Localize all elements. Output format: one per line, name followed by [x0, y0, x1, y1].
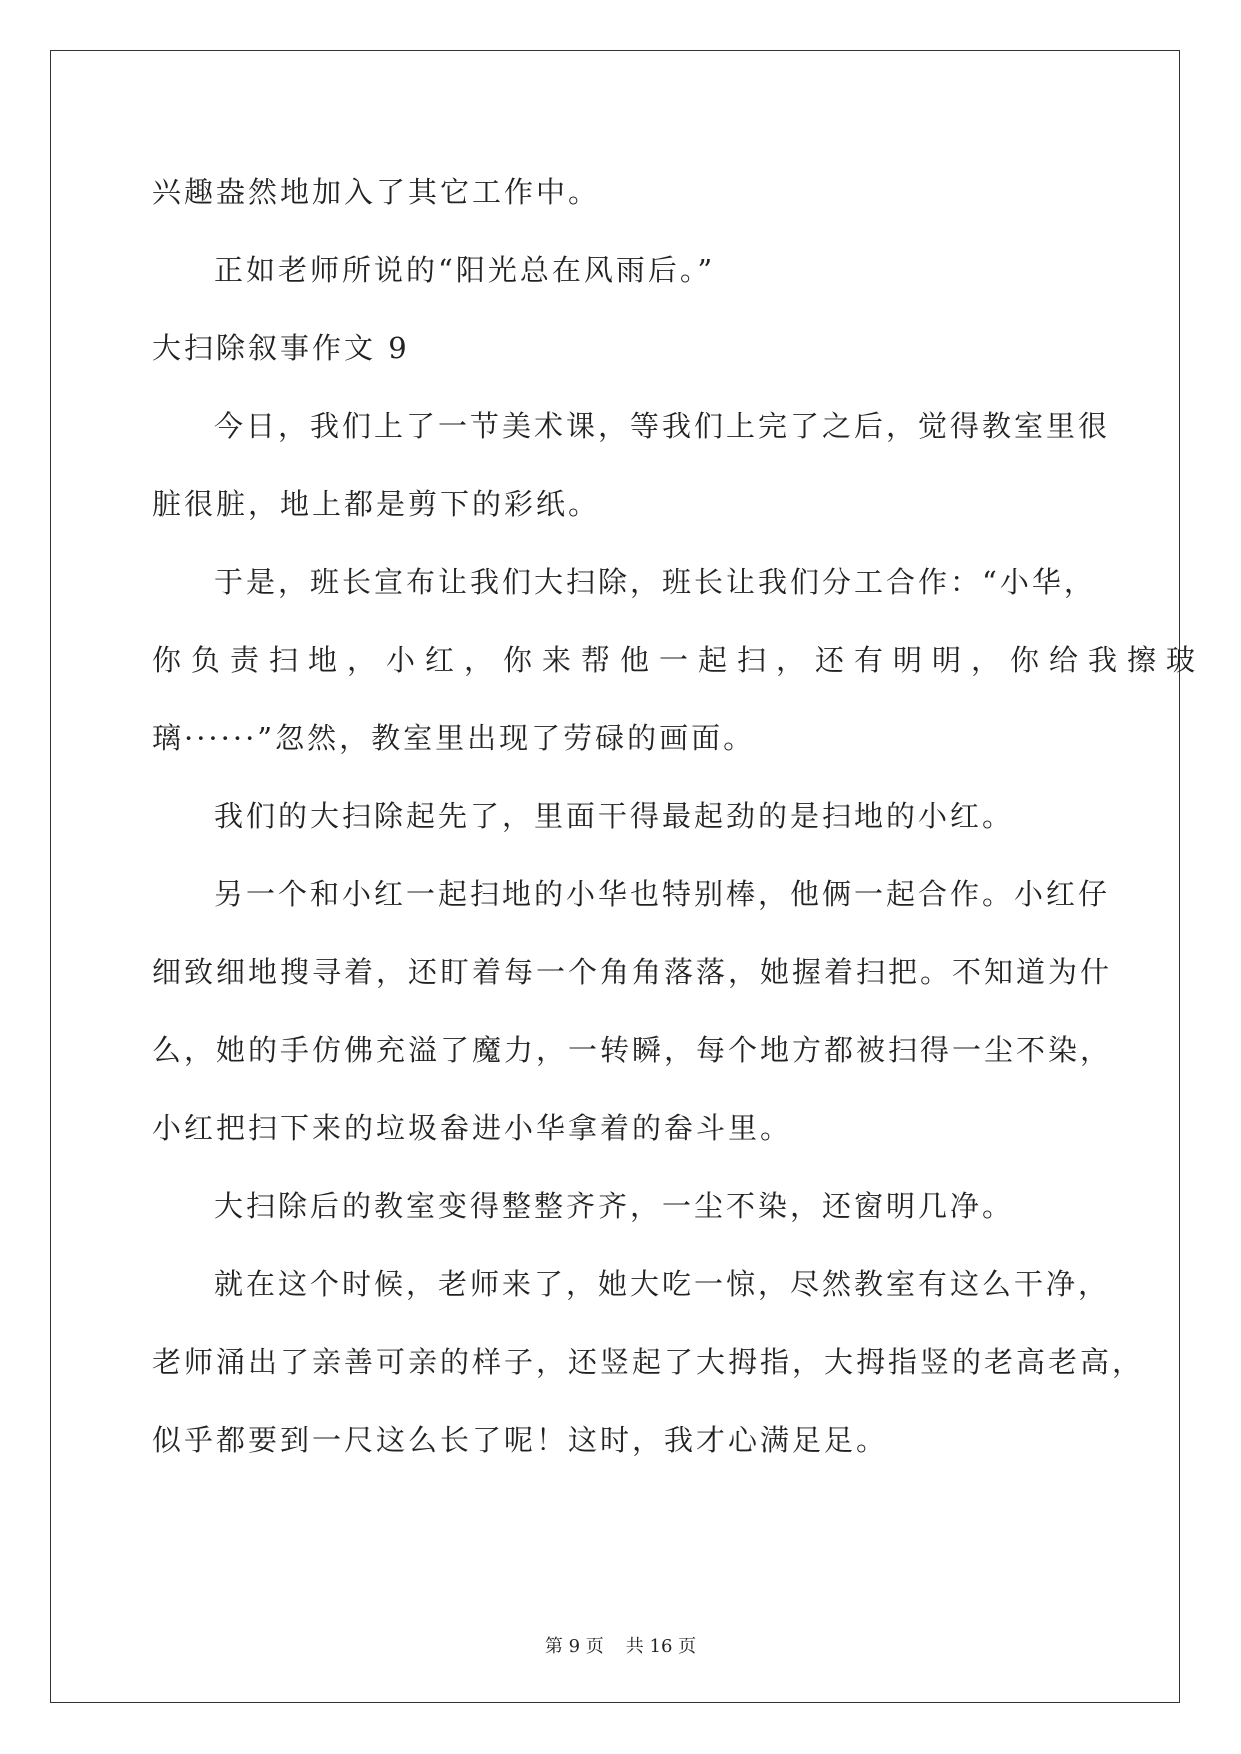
paragraph-line: 于是，班长宣布让我们大扫除，班长让我们分工合作：“小华， [214, 565, 1096, 599]
paragraph-line: 今日，我们上了一节美术课，等我们上完了之后，觉得教室里很 [214, 409, 1111, 443]
page-footer [0, 1635, 1241, 1659]
paragraph-line: 脏很脏，地上都是剪下的彩纸。 [152, 487, 601, 521]
paragraph-line: 么，她的手仿佛充溢了魔力，一转瞬，每个地方都被扫得一尘不染， [152, 1033, 1113, 1067]
paragraph-line: 小红把扫下来的垃圾畚进小华拿着的畚斗里。 [152, 1111, 793, 1145]
paragraph-line: 兴趣盎然地加入了其它工作中。 [152, 175, 601, 209]
page-number-current: 第 9 页 [544, 1636, 604, 1657]
section-heading: 大扫除叙事作文 9 [152, 331, 410, 365]
paragraph-line: 细致细地搜寻着，还盯着每一个角角落落，她握着扫把。不知道为什 [152, 955, 1113, 989]
paragraph-line: 就在这个时候，老师来了，她大吃一惊，尽然教室有这么干净， [214, 1267, 1111, 1301]
page-number-total: 共 16 页 [625, 1636, 697, 1657]
paragraph-line: 你负责扫地，小红，你来帮他一起扫，还有明明，你给我擦玻 [152, 643, 1206, 677]
paragraph-line: 老师涌出了亲善可亲的样子，还竖起了大拇指，大拇指竖的老高老高， [152, 1345, 1145, 1379]
paragraph-line: 另一个和小红一起扫地的小华也特别棒，他俩一起合作。小红仔 [214, 877, 1111, 911]
paragraph-line: 璃······”忽然，教室里出现了劳碌的画面。 [152, 721, 756, 755]
paragraph-line: 大扫除后的教室变得整整齐齐，一尘不染，还窗明几净。 [214, 1189, 1015, 1223]
paragraph-line: 正如老师所说的“阳光总在风雨后。” [214, 253, 716, 287]
paragraph-line: 似乎都要到一尺这么长了呢！这时，我才心满足足。 [152, 1423, 889, 1457]
paragraph-line: 我们的大扫除起先了，里面干得最起劲的是扫地的小红。 [214, 799, 1015, 833]
